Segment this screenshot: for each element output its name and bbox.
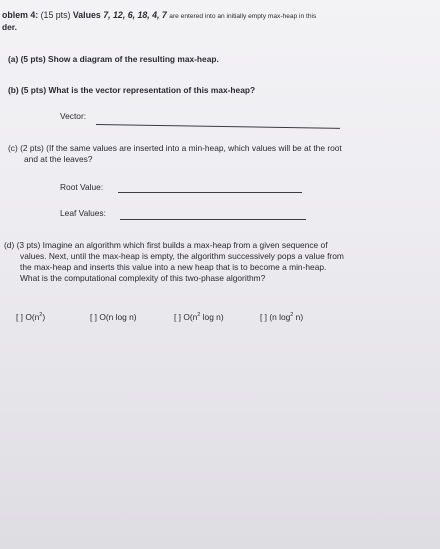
problem-number: oblem 4:	[2, 10, 39, 20]
checkbox[interactable]: [ ]	[174, 312, 181, 322]
leaf-values-label: Leaf Values:	[60, 208, 106, 218]
checkbox[interactable]: [ ]	[90, 312, 97, 322]
problem-title	[2, 10, 316, 22]
option-n-squared[interactable]	[16, 312, 45, 322]
part-c-question-line1: (c) (2 pts) (If the same values are inserted into a min-heap, which values will be at the root	[8, 143, 342, 153]
vector-label: Vector:	[60, 111, 87, 121]
part-a-question: (a) (5 pts) Show a diagram of the resulting max-heap.	[8, 54, 219, 64]
option-label-end: )	[42, 312, 46, 322]
values-prefix: Values	[72, 10, 101, 20]
option-label: O(n log n)	[99, 312, 137, 322]
option-n-squared-log-n[interactable]	[174, 312, 224, 322]
option-label: (n log	[269, 312, 291, 322]
part-b-question: (b) (5 pts) What is the vector representation of this max-heap?	[8, 85, 256, 95]
problem-title-cont: der.	[2, 22, 17, 32]
root-value-label: Root Value:	[60, 182, 104, 192]
part-d-question-line4: What is the computational complexity of this two-phase algorithm?	[20, 273, 266, 283]
option-label-end: log n)	[200, 312, 224, 322]
part-d-question-line2: values. Next, until the max-heap is empty, the algorithm successively pops a value from	[20, 251, 344, 261]
part-c-question-line2: and at the leaves?	[24, 154, 93, 164]
problem-points: (15 pts)	[40, 10, 71, 20]
root-value-answer-line[interactable]	[118, 192, 302, 193]
option-label: O(n	[25, 312, 40, 322]
part-d-question-line1: (d) (3 pts) Imagine an algorithm which first builds a max-heap from a given sequence of	[4, 240, 328, 250]
option-n-log-n[interactable]	[90, 312, 137, 322]
option-n-log-squared-n[interactable]	[260, 312, 303, 322]
values-suffix: are entered into an initially empty max-heap in this	[169, 13, 317, 20]
option-label: O(n	[183, 312, 198, 322]
vector-answer-line[interactable]	[96, 124, 340, 129]
option-exponent: 2	[197, 312, 201, 318]
checkbox[interactable]: [ ]	[260, 312, 267, 322]
option-exponent: 2	[39, 312, 43, 318]
part-d-question-line3: the max-heap and inserts this value into a new heap that is to become a min-heap.	[20, 262, 327, 272]
checkbox[interactable]: [ ]	[16, 312, 23, 322]
option-exponent: 2	[290, 312, 294, 318]
values-list: 7, 12, 6, 18, 4, 7	[103, 10, 167, 20]
option-label-end: n)	[293, 312, 304, 322]
leaf-values-answer-line[interactable]	[120, 219, 306, 220]
